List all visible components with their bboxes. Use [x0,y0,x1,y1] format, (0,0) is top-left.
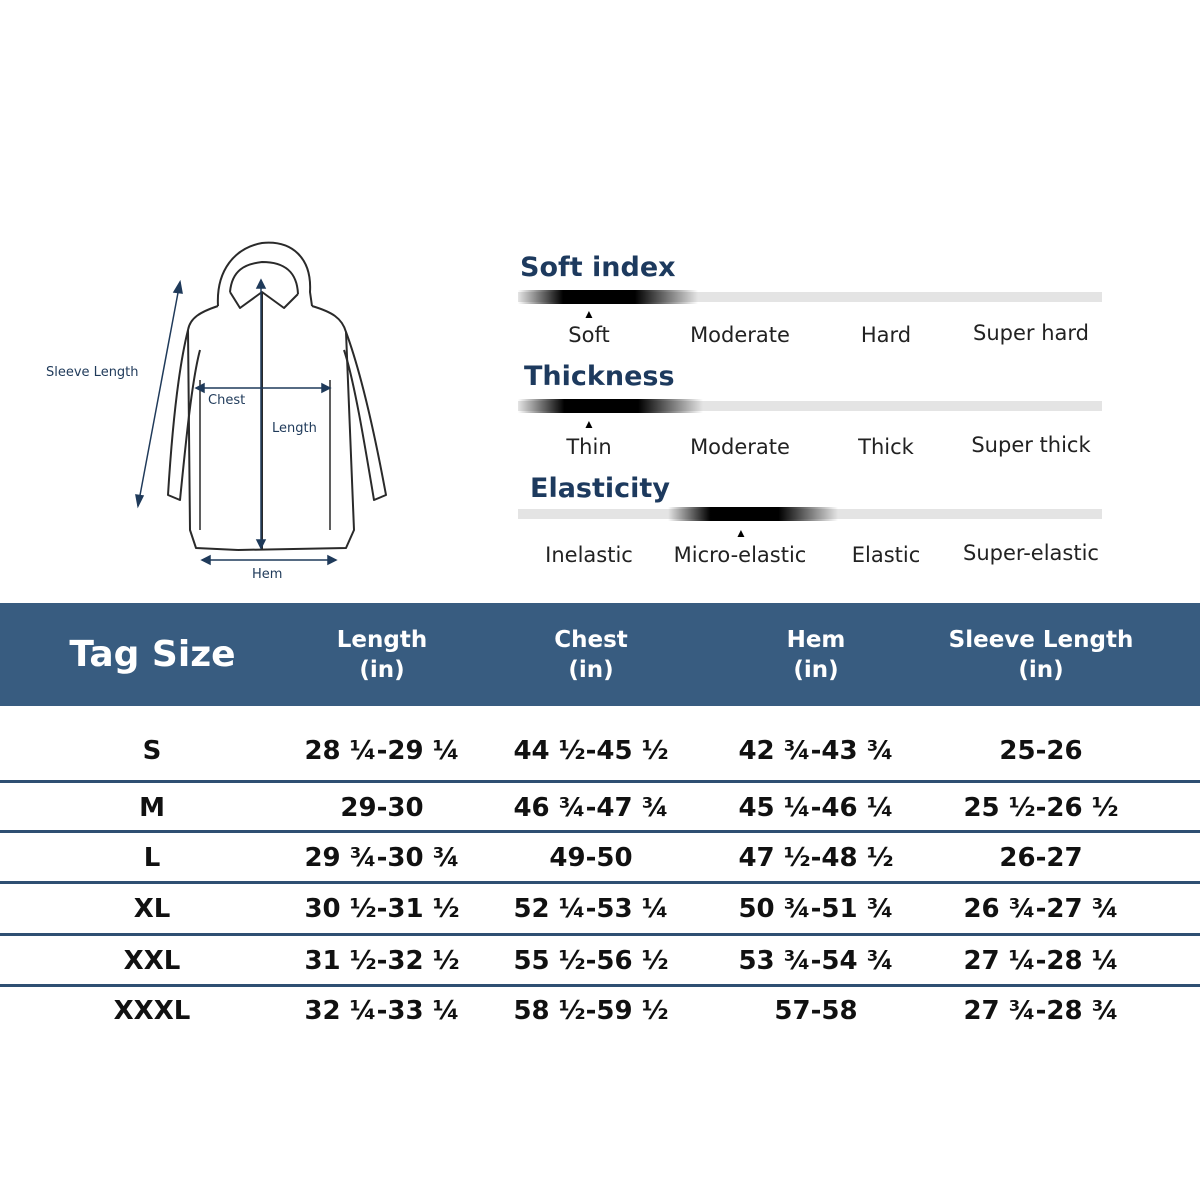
length-cell: 31 ½-32 ½ [304,946,460,976]
length-cell: 29-30 [340,793,424,823]
row-divider [0,933,1200,936]
chest-column-header: Chest (in) [554,627,628,683]
thickness-option: Thick [858,435,914,459]
chest-cell: 46 ¾-47 ¾ [513,793,669,823]
size-table-header [0,603,1200,706]
hem-cell: 57-58 [774,996,858,1026]
size-cell: XXL [123,946,181,976]
chest-cell: 52 ¼-53 ¼ [513,894,669,924]
length-cell: 29 ¾-30 ¾ [304,843,460,873]
sleeve-length-cell: 25 ½-26 ½ [963,793,1119,823]
sleeve-length-cell: 26-27 [999,843,1083,873]
chest-cell: 49-50 [549,843,633,873]
row-divider [0,830,1200,833]
table-row [0,987,1200,1035]
thickness-option: Thin [566,435,612,459]
sleeve-length-column-header: Sleeve Length (in) [948,627,1134,683]
soft-index-option: Soft [568,323,610,347]
thickness-option: Moderate [690,435,790,459]
sleeve-length-cell: 27 ¼-28 ¼ [963,946,1119,976]
tag-size-header: Tag Size [69,634,236,675]
size-cell: XL [133,894,171,924]
chest-cell: 44 ½-45 ½ [513,736,669,766]
length-cell: 32 ¼-33 ¼ [304,996,460,1026]
hem-label: Hem [252,567,283,582]
sleeve-length-cell: 25-26 [999,736,1083,766]
row-divider [0,780,1200,783]
thickness-track [518,401,1102,411]
length-cell: 28 ¼-29 ¼ [304,736,460,766]
thickness-title: Thickness [524,361,675,392]
elasticity-option: Elastic [851,543,921,567]
soft-index-option: Hard [860,323,912,347]
elasticity-marker-icon: ▲ [735,526,747,540]
chest-label: Chest [208,393,246,408]
soft-index-option: Super hard [973,321,1089,345]
sleeve-length-cell: 26 ¾-27 ¾ [963,894,1119,924]
length-label: Length [272,421,317,436]
soft-index-option: Moderate [690,323,790,347]
elasticity-track [518,509,1102,519]
hem-column-header: Hem (in) [786,627,846,683]
chest-cell: 55 ½-56 ½ [513,946,669,976]
soft-index-track [518,292,1102,302]
size-cell: L [143,843,161,873]
length-column-header: Length (in) [336,627,428,683]
sleeve-length-cell: 27 ¾-28 ¾ [963,996,1119,1026]
sleeve-length-label: Sleeve Length [46,365,139,380]
hem-cell: 47 ½-48 ½ [738,843,894,873]
table-row [0,834,1200,882]
table-row [0,784,1200,832]
elasticity-option: Inelastic [545,543,633,567]
jacket-diagram [40,230,400,590]
hem-cell: 42 ¾-43 ¾ [738,736,894,766]
size-cell: M [139,793,165,823]
soft-index-marker-icon: ▲ [583,307,595,321]
table-row [0,937,1200,985]
elasticity-option: Micro-elastic [673,543,807,567]
thickness-marker-icon: ▲ [583,417,595,431]
table-row [0,885,1200,933]
elasticity-title: Elasticity [530,473,670,504]
size-cell: S [142,736,162,766]
soft-index-title: Soft index [520,252,676,283]
table-row [0,727,1200,775]
hem-cell: 45 ¼-46 ¼ [738,793,894,823]
size-cell: XXXL [113,996,191,1026]
chest-cell: 58 ½-59 ½ [513,996,669,1026]
hem-cell: 50 ¾-51 ¾ [738,894,894,924]
thickness-option: Super thick [971,433,1091,457]
row-divider [0,881,1200,884]
length-cell: 30 ½-31 ½ [304,894,460,924]
elasticity-option: Super-elastic [963,541,1099,565]
hem-cell: 53 ¾-54 ¾ [738,946,894,976]
